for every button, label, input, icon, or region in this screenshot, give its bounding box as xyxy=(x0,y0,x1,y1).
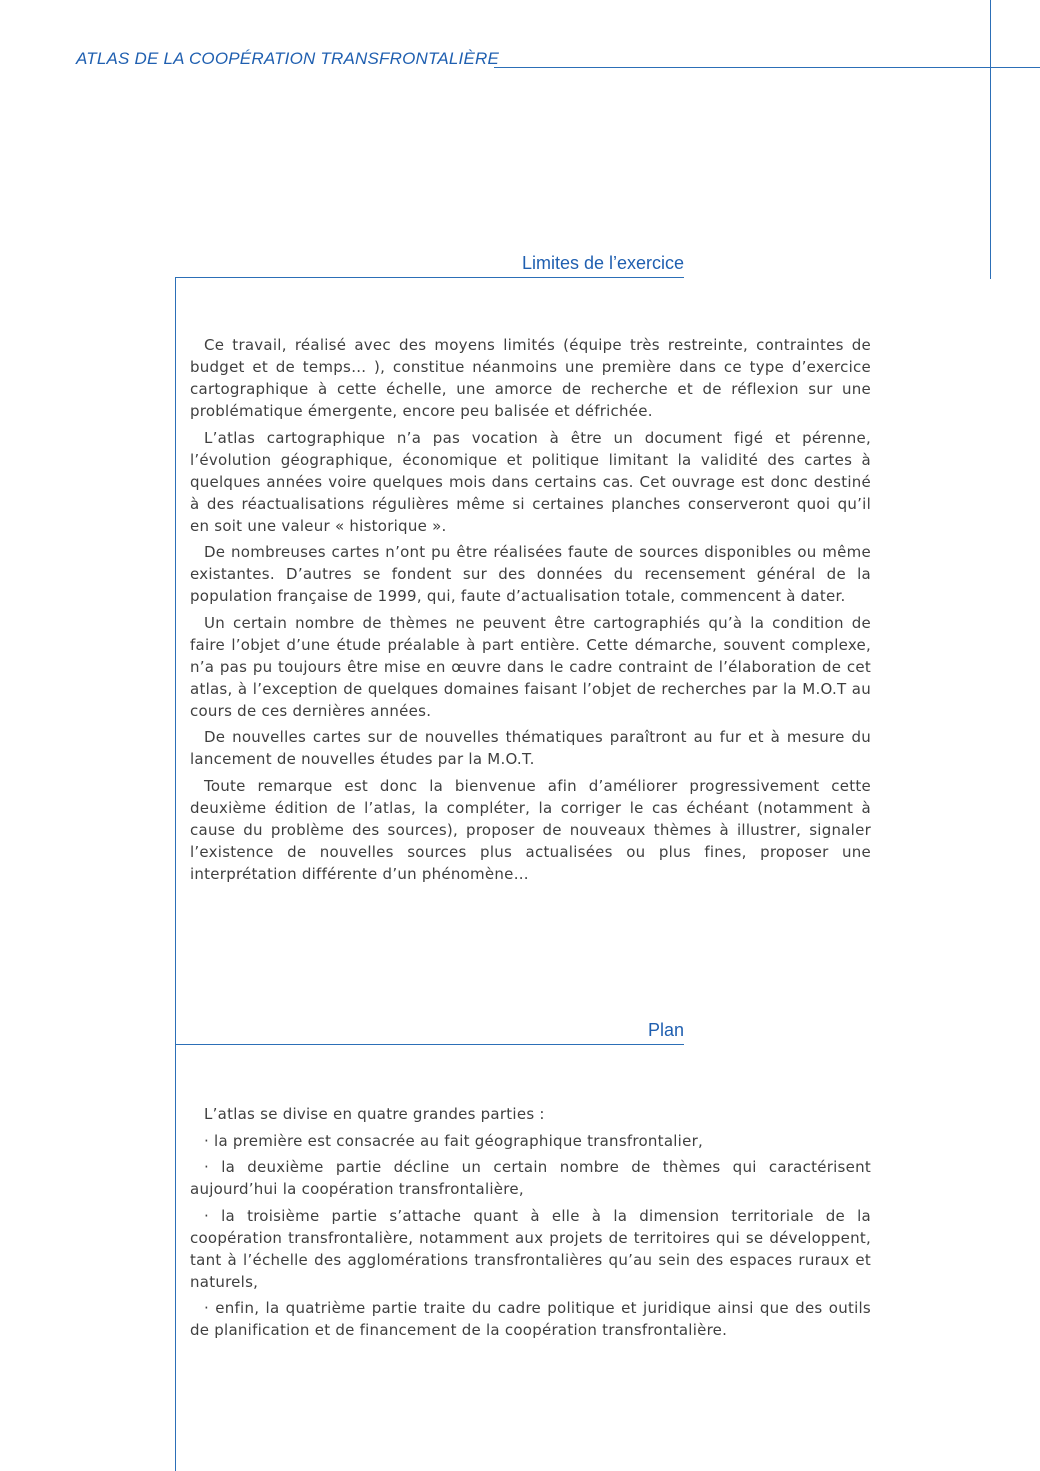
paragraph: De nombreuses cartes n’ont pu être réalisées faute de sources disponibles ou même existantes. D’autres se fondent sur des données du recensement général de la population française de 1999, qui, faute d’actualisation totale, commencent à dater. xyxy=(190,543,871,605)
list-item: L’atlas se divise en quatre grandes parties : xyxy=(204,1105,545,1123)
list-item: · la deuxième partie décline un certain nombre de thèmes qui caractérisent aujourd’hui la coopération transfrontalière, xyxy=(190,1158,871,1198)
section-title-plan: Plan xyxy=(647,1020,684,1040)
paragraph: De nouvelles cartes sur de nouvelles thématiques paraîtront au fur et à mesure du lancement de nouvelles études par la M.O.T. xyxy=(190,728,871,768)
paragraph: Un certain nombre de thèmes ne peuvent être cartographiés qu’à la condition de faire l’objet d’une étude préalable à part entière. Cette démarche, souvent complexe, n’a pas pu toujours être mise en œuvre dans le cadre contraint de l’élaboration de cet atlas, à l’exception de quelques domaines faisant l’objet de recherches par la M.O.T au cours de ces dernières années. xyxy=(190,613,871,720)
section-2-rule xyxy=(175,1044,684,1045)
list-item: · la troisième partie s’attache quant à elle à la dimension territoriale de la coopération transfrontalière, notamment aux projets de territoires qui se développent, tant à l’échelle des agglomérations transfrontalières qu’au sein des espaces ruraux et naturels, xyxy=(190,1206,871,1291)
section-body-plan xyxy=(190,1103,871,1346)
list-item: · la première est consacrée au fait géographique transfrontalier, xyxy=(204,1131,704,1150)
paragraph: Ce travail, réalisé avec des moyens limités (équipe très restreinte, contraintes de budget et de temps… ), constitue néanmoins une première dans ce type d’exercice cartographique à cette échelle, une amorce de recherche et de réflexion sur une problématique émergente, encore peu balisée et défrichée. xyxy=(190,336,871,420)
paragraph: L’atlas cartographique n’a pas vocation à être un document figé et pérenne, l’évolution géographique, économique et politique limitant la validité des cartes à quelques années voire quelques mois dans certains cas. Cet ouvrage est donc destiné à des réactualisations régulières même si certaines planches conserveront quoi qu’il en soit une valeur « historique ». xyxy=(190,428,871,535)
right-margin-rule xyxy=(990,0,991,279)
list-item: · enfin, la quatrième partie traite du cadre politique et juridique ainsi que des outils de planification et de financement de la coopération transfrontalière. xyxy=(190,1299,871,1339)
left-margin-rule xyxy=(175,277,176,1471)
section-1-rule xyxy=(175,277,684,278)
running-header: ATLAS DE LA COOPÉRATION TRANSFRONTALIÈRE xyxy=(76,49,499,68)
section-title-limites: Limites de l’exercice xyxy=(521,253,684,273)
paragraph: Toute remarque est donc la bienvenue afin d’améliorer progressivement cette deuxième édition de l’atlas, la compléter, la corriger le cas échéant (notamment à cause du problème des sources), proposer de nouveaux thèmes à illustrer, signaler l’existence de nouvelles sources plus actualisées ou plus fines, proposer une interprétation différente d’un phénomène… xyxy=(190,776,871,883)
header-rule xyxy=(494,67,1040,68)
section-body-limites xyxy=(190,334,871,889)
